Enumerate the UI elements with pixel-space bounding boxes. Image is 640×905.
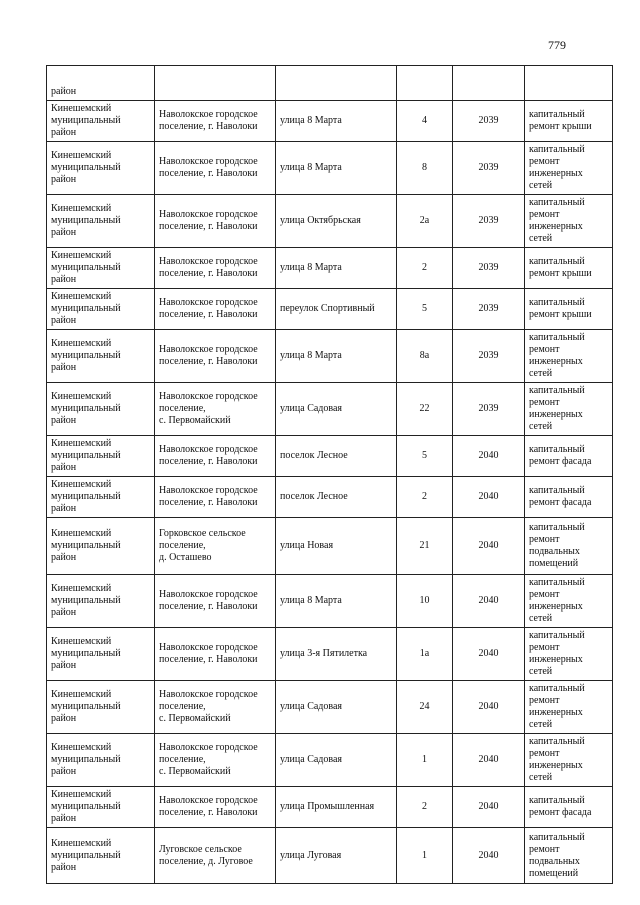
table-row [47,195,613,248]
cell-settlement-text: Наволокское городское поселение, г. Наволоки [159,297,258,320]
cell-settlement-text: Наволокское городское поселение, г. Наволоки [159,344,258,367]
cell-year-text: 2040 [478,754,499,765]
cell-settlement-text: Наволокское городское поселение, г. Наволоки [159,109,258,132]
cell-street-text: улица Промышленная [280,801,375,812]
table-row [47,436,613,477]
cell-settlement [155,628,276,681]
cell-work-type-text: капитальный ремонт инженерных сетей [529,683,585,730]
cell-house-number-text: 8а [419,350,430,361]
cell-settlement-text: Наволокское городское поселение, с. Первомайский [159,742,258,777]
cell-house-number-text: 5 [422,303,427,314]
cell-house-number [397,787,453,828]
cell-district-text: Кинешемский муниципальный район [51,689,121,724]
table-row [47,477,613,518]
cell-street [276,436,397,477]
table-row-continued [47,66,613,101]
cell-work-type [525,787,613,828]
cell-work-type [525,828,613,884]
cell-district-text: Кинешемский муниципальный район [51,103,121,138]
cell-district [47,477,155,518]
table-row [47,248,613,289]
cell-settlement [155,828,276,884]
cell-house-number-text: 24 [419,701,430,712]
cell-year [453,142,525,195]
cell-settlement [155,66,276,101]
cell-year [453,66,525,101]
cell-work-type [525,477,613,518]
cell-settlement [155,787,276,828]
cell-house-number [397,436,453,477]
cell-district-text: Кинешемский муниципальный район [51,203,121,238]
cell-year [453,101,525,142]
cell-house-number-text: 5 [422,450,427,461]
cell-year-text: 2039 [478,350,499,361]
cell-work-type [525,195,613,248]
cell-work-type [525,436,613,477]
cell-settlement [155,383,276,436]
cell-district [47,828,155,884]
cell-street-text: улица Октябрьская [280,215,361,226]
cell-street [276,681,397,734]
cell-year-text: 2039 [478,215,499,226]
cell-house-number [397,518,453,575]
cell-year-text: 2040 [478,801,499,812]
cell-year [453,628,525,681]
table-row [47,101,613,142]
cell-settlement [155,436,276,477]
cell-street [276,101,397,142]
cell-work-type [525,518,613,575]
cell-district-text: Кинешемский муниципальный район [51,150,121,185]
cell-settlement [155,477,276,518]
repair-schedule-table [46,65,613,884]
cell-street-text: переулок Спортивный [280,303,375,314]
cell-street-text: улица 8 Марта [280,350,342,361]
cell-work-type [525,289,613,330]
cell-street [276,628,397,681]
cell-district [47,101,155,142]
cell-street [276,828,397,884]
cell-district-text: Кинешемский муниципальный район [51,479,121,514]
cell-settlement-text: Наволокское городское поселение, г. Наволоки [159,589,258,612]
table-row [47,575,613,628]
cell-house [397,66,453,101]
cell-street [276,518,397,575]
cell-work-type-text: капитальный ремонт крыши [529,297,592,320]
cell-house-number-text: 21 [419,540,430,551]
cell-work-type-text: капитальный ремонт инженерных сетей [529,630,585,677]
table-row [47,142,613,195]
cell-year [453,436,525,477]
cell-work-type-text: капитальный ремонт инженерных сетей [529,736,585,783]
cell-street [276,477,397,518]
cell-district [47,248,155,289]
cell-year-text: 2040 [478,540,499,551]
cell-work-type-text: капитальный ремонт фасада [529,485,592,508]
cell-year [453,289,525,330]
cell-settlement [155,289,276,330]
table-row [47,681,613,734]
cell-house-number [397,101,453,142]
cell-district-text: Кинешемский муниципальный район [51,583,121,618]
cell-district-text: Кинешемский муниципальный район [51,291,121,326]
cell-house-number-text: 2 [422,491,427,502]
cell-settlement-text: Наволокское городское поселение, г. Наволоки [159,795,258,818]
cell-year [453,734,525,787]
cell-street-text: улица Садовая [280,754,343,765]
cell-house-number [397,575,453,628]
cell-district [47,142,155,195]
cell-house-number-text: 10 [419,595,430,606]
cell-house-number [397,289,453,330]
cell-street-text: поселок Лесное [280,491,348,502]
cell-work-type-text: капитальный ремонт инженерных сетей [529,332,585,379]
cell-house-number [397,142,453,195]
cell-year-text: 2040 [478,849,499,861]
cell-year [453,477,525,518]
cell-district [47,575,155,628]
cell-settlement-text: Горковское сельское поселение, д. Осташево [159,528,246,563]
cell-work-type-text: капитальный ремонт инженерных сетей [529,385,585,432]
cell-work-type-text: капитальный ремонт фасада [529,795,592,818]
cell-work-type [525,681,613,734]
cell-year [453,828,525,884]
cell-year-text: 2040 [478,595,499,606]
cell-street [276,383,397,436]
table-row [47,787,613,828]
cell-settlement-text: Наволокское городское поселение, г. Наволоки [159,485,258,508]
cell-district [47,628,155,681]
cell-street [276,66,397,101]
cell-district: район [47,66,155,101]
cell-year [453,575,525,628]
cell-street [276,195,397,248]
cell-house-number-text: 4 [422,115,427,126]
cell-year-text: 2039 [478,115,499,126]
cell-settlement [155,248,276,289]
cell-house-number-text: 2а [419,215,430,226]
cell-street-text: улица Садовая [280,403,343,414]
cell-work [525,66,613,101]
cell-settlement [155,195,276,248]
cell-year [453,195,525,248]
cell-settlement-text: Наволокское городское поселение, с. Первомайский [159,391,258,426]
cell-work-type-text: капитальный ремонт инженерных сетей [529,144,585,191]
cell-settlement [155,681,276,734]
cell-district-text: Кинешемский муниципальный район [51,338,121,373]
cell-house-number [397,330,453,383]
cell-street-text: улица 3-я Пятилетка [280,648,368,659]
cell-settlement-text: Наволокское городское поселение, с. Первомайский [159,689,258,724]
cell-year [453,681,525,734]
cell-year [453,518,525,575]
cell-year-text: 2040 [478,648,499,659]
cell-district-text: Кинешемский муниципальный район [51,528,121,563]
cell-district [47,289,155,330]
page-number: 779 [548,38,566,52]
cell-settlement-text: Наволокское городское поселение, г. Наволоки [159,444,258,467]
cell-district-text: Кинешемский муниципальный район [51,837,121,873]
cell-street-text: поселок Лесное [280,450,348,461]
cell-district [47,436,155,477]
cell-house-number [397,383,453,436]
cell-street-text: улица 8 Марта [280,262,342,273]
cell-street [276,330,397,383]
table-row [47,734,613,787]
cell-work-type-text: капитальный ремонт крыши [529,109,592,132]
cell-year [453,787,525,828]
cell-settlement [155,734,276,787]
cell-house-number [397,828,453,884]
cell-house-number-text: 2 [422,262,427,273]
cell-year-text: 2040 [478,701,499,712]
cell-year-text: 2039 [478,303,499,314]
table-row [47,518,613,575]
cell-work-type [525,101,613,142]
cell-street-text: улица 8 Марта [280,115,342,126]
cell-settlement-text: Наволокское городское поселение, г. Наволоки [159,156,258,179]
cell-district-text: Кинешемский муниципальный район [51,250,121,285]
cell-house-number-text: 8 [422,162,427,173]
cell-house-number [397,681,453,734]
cell-district-text: Кинешемский муниципальный район [51,438,121,473]
cell-work-type-text: капитальный ремонт инженерных сетей [529,197,585,244]
cell-house-number-text: 1а [419,648,430,659]
cell-work-type-text: капитальный ремонт крыши [529,256,592,279]
cell-street-text: улица Садовая [280,701,343,712]
cell-street [276,289,397,330]
cell-house-number [397,248,453,289]
cell-district [47,518,155,575]
cell-work-type [525,575,613,628]
cell-settlement [155,142,276,195]
cell-year-text: 2039 [478,162,499,173]
cell-settlement [155,101,276,142]
cell-work-type [525,383,613,436]
cell-street-text: улица 8 Марта [280,595,342,606]
cell-street [276,142,397,195]
cell-house-number [397,195,453,248]
cell-district [47,383,155,436]
cell-work-type [525,734,613,787]
cell-district [47,195,155,248]
cell-street-text: улица Новая [280,540,334,551]
cell-street [276,734,397,787]
cell-district-text: Кинешемский муниципальный район [51,391,121,426]
cell-house-number-text: 22 [419,403,430,414]
table-row [47,330,613,383]
cell-district [47,681,155,734]
cell-district-text: Кинешемский муниципальный район [51,789,121,824]
cell-district [47,734,155,787]
cell-house-number-text: 1 [422,849,427,861]
cell-year-text: 2040 [478,491,499,502]
cell-house-number [397,477,453,518]
cell-house-number [397,734,453,787]
cell-settlement-text: Наволокское городское поселение, г. Наволоки [159,209,258,232]
cell-settlement-text: Луговское сельское поселение, д. Луговое [159,843,253,867]
cell-district [47,330,155,383]
cell-work-type [525,330,613,383]
cell-house-number [397,628,453,681]
cell-year-text: 2039 [478,262,499,273]
cell-district [47,787,155,828]
table-row [47,628,613,681]
cell-street-text: улица 8 Марта [280,162,342,173]
cell-work-type-text: капитальный ремонт инженерных сетей [529,577,585,624]
cell-work-type [525,142,613,195]
cell-district-text: Кинешемский муниципальный район [51,636,121,671]
cell-settlement [155,330,276,383]
cell-settlement [155,575,276,628]
cell-work-type [525,628,613,681]
cell-year [453,383,525,436]
cell-street [276,248,397,289]
cell-settlement-text: Наволокское городское поселение, г. Наволоки [159,256,258,279]
cell-work-type-text: капитальный ремонт фасада [529,444,592,467]
cell-street-text: улица Луговая [280,849,342,861]
table-row [47,828,613,884]
cell-year-text: 2039 [478,403,499,414]
cell-year-text: 2040 [478,450,499,461]
cell-house-number-text: 1 [422,754,427,765]
cell-work-type-text: капитальный ремонт подвальных помещений [529,831,585,879]
cell-street [276,787,397,828]
table-row [47,289,613,330]
cell-year [453,330,525,383]
cell-year [453,248,525,289]
cell-work-type [525,248,613,289]
cell-house-number-text: 2 [422,801,427,812]
cell-district-text: Кинешемский муниципальный район [51,742,121,777]
table-row [47,383,613,436]
cell-settlement-text: Наволокское городское поселение, г. Наволоки [159,642,258,665]
cell-work-type-text: капитальный ремонт подвальных помещений [529,522,585,569]
cell-settlement [155,518,276,575]
cell-street [276,575,397,628]
